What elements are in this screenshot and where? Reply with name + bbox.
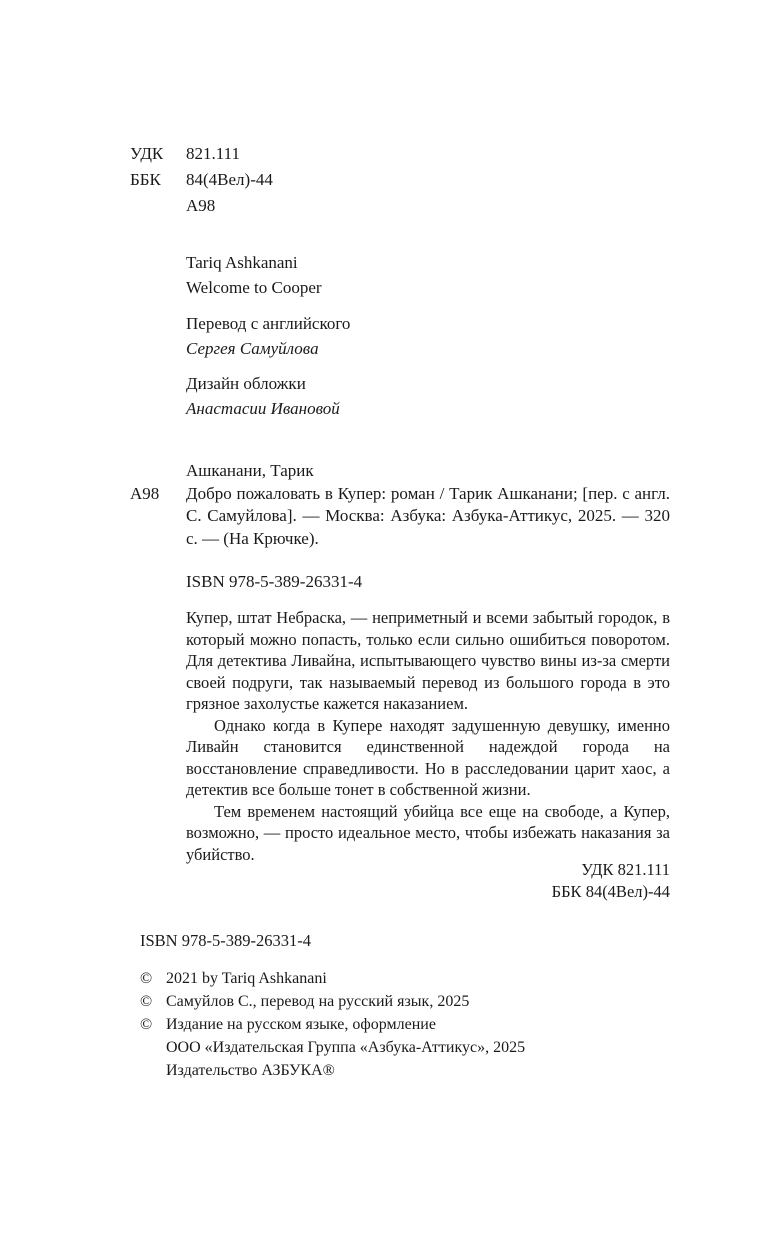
bbk-line [130,167,273,193]
bbk-value: 84(4Вел)-44 [186,170,273,189]
original-author: Tariq Ashkanani [186,253,298,272]
isbn-top: ISBN 978-5-389-26331-4 [186,572,363,591]
annotation [186,607,670,865]
copyright-line [140,967,525,990]
annotation-paragraph: Купер, штат Небраска, — неприметный и всеми забытый городок, в который можно попасть, только если сильно ошибиться поворотом. Для детектива Ливайна, испытывающего чувство вины из-за смерти своей подруги, так называемый перевод из большого города в это грязное захолустье кажется наказанием. [186,608,670,713]
annotation-paragraph: Тем временем настоящий убийца все еще на свободе, а Купер, возможно, — просто идеальное место, чтобы избежать наказания за убийство. [186,801,670,864]
cover-designer-name: Анастасии Ивановой [186,399,340,418]
copyright-block [140,967,525,1082]
publisher-line: Издательство АЗБУКА® [166,1062,335,1079]
translation-credit [186,311,350,361]
cover-design-credit [186,371,340,421]
bbk-bottom: ББК 84(4Вел)-44 [551,882,670,901]
publisher-group-line: ООО «Издательская Группа «Азбука-Аттикус», 2025 [166,1039,526,1056]
catalog-card [130,460,670,550]
udk-line [130,141,273,167]
translator-name: Сергея Самуйлова [186,339,319,358]
copyright-text: Самуйлов С., перевод на русский язык, 2025 [166,993,470,1010]
isbn-bottom: ISBN 978-5-389-26331-4 [140,931,311,950]
catalog-author: Ашканани, Тарик [186,461,314,480]
catalog-author-sign: А98 [130,483,160,503]
copyright-symbol: © [140,993,153,1010]
cover-design-label: Дизайн обложки [186,374,306,393]
original-title-block [186,250,322,300]
bibliographic-codes-bottom [186,859,670,903]
copyright-line [140,990,525,1013]
copyright-symbol: © [140,1016,153,1033]
bibliographic-codes-top [130,141,273,219]
author-sign-line [130,193,273,219]
bbk-label: ББК [130,170,161,189]
copyright-text: Издание на русском языке, оформление [166,1016,436,1033]
copyright-symbol: © [140,970,153,987]
udk-value: 821.111 [186,144,240,163]
copyright-text: 2021 by Tariq Ashkanani [166,970,327,987]
translation-label: Перевод с английского [186,314,351,333]
udk-bottom: УДК 821.111 [581,860,670,879]
udk-label: УДК [130,144,164,163]
catalog-description: Добро пожаловать в Купер: роман / Тарик Ашканани; [пер. с англ. С. Самуйлова]. — Москва: Азбука: Азбука-Аттикус, 2025. — 320 с. — (На Крючке). [186,483,670,548]
catalog-entry [130,483,670,551]
copyright-line [140,1013,525,1036]
original-title: Welcome to Cooper [186,278,322,297]
annotation-paragraph: Однако когда в Купере находят задушенную девушку, именно Ливайн становится единственной надеждой города на восстановление справедливости. Но в расследовании царит хаос, а детектив все больше тонет в собственной жизни. [186,715,670,799]
author-sign: А98 [186,196,216,215]
